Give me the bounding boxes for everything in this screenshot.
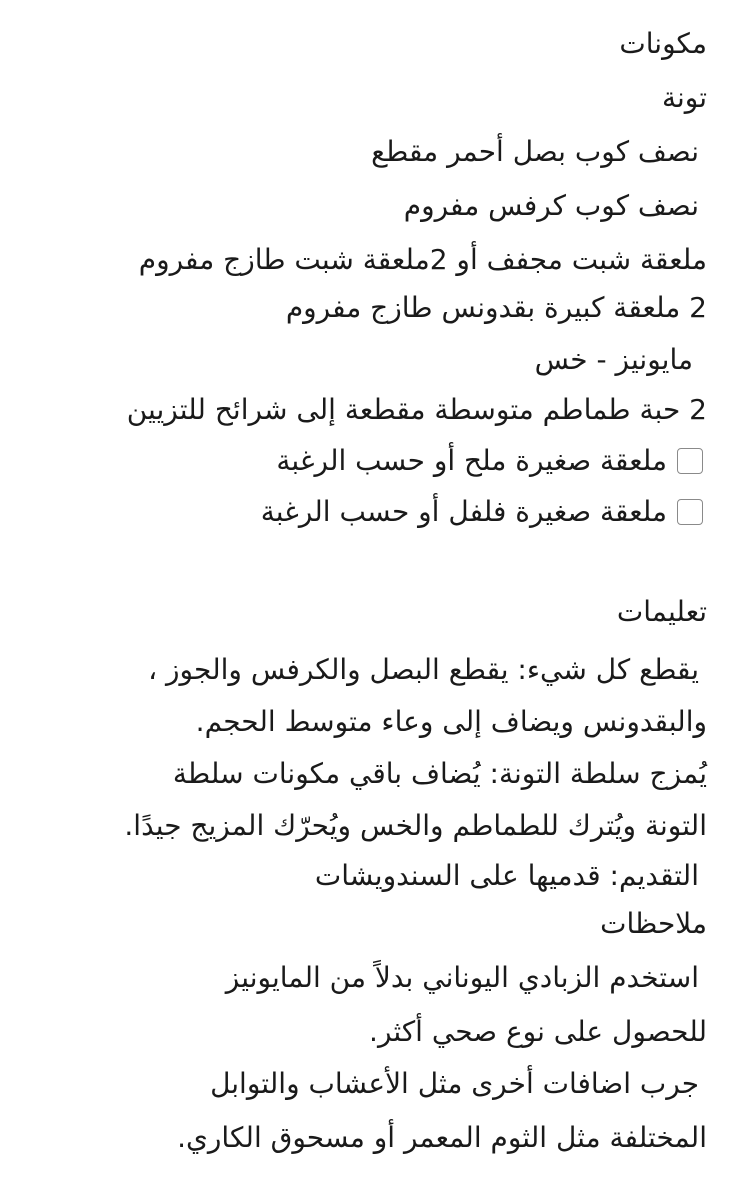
- instruction-line: يقطع كل شيء: يقطع البصل والكرفس والجوز ،: [148, 653, 699, 686]
- ingredients-heading: مكونات: [619, 27, 707, 60]
- ingredient-item: مايونيز - خس: [534, 343, 693, 376]
- instructions-heading: تعليمات: [616, 595, 707, 628]
- ingredient-item: نصف كوب بصل أحمر مقطع: [371, 135, 699, 168]
- checklist-item-salt[interactable]: [276, 441, 703, 481]
- note-line: المختلفة مثل الثوم المعمر أو مسحوق الكاري.: [177, 1121, 707, 1154]
- tuna-subheading: تونة: [661, 81, 707, 114]
- notes-heading: ملاحظات: [600, 907, 707, 940]
- note-line: للحصول على نوع صحي أكثر.: [369, 1015, 707, 1048]
- note-line: جرب اضافات أخرى مثل الأعشاب والتوابل: [210, 1067, 699, 1100]
- ingredient-item: 2 حبة طماطم متوسطة مقطعة إلى شرائح للتزيين: [126, 393, 707, 426]
- instruction-line: يُمزج سلطة التونة: يُضاف باقي مكونات سلطة: [172, 757, 707, 790]
- checklist-label: ملعقة صغيرة ملح أو حسب الرغبة: [276, 444, 667, 477]
- checklist-item-pepper[interactable]: [261, 492, 703, 532]
- ingredient-item: نصف كوب كرفس مفروم: [403, 189, 699, 222]
- checkbox[interactable]: [677, 448, 703, 474]
- checklist-label: ملعقة صغيرة فلفل أو حسب الرغبة: [260, 495, 667, 528]
- instruction-line: والبقدونس ويضاف إلى وعاء متوسط الحجم.: [195, 705, 707, 738]
- ingredient-item: ملعقة شبت مجفف أو 2ملعقة شبت طازج مفروم: [138, 243, 707, 276]
- ingredient-item: 2 ملعقة كبيرة بقدونس طازج مفروم: [285, 291, 707, 324]
- checkbox[interactable]: [677, 499, 703, 525]
- note-line: استخدم الزبادي اليوناني بدلاً من المايونيز: [225, 961, 699, 994]
- instruction-line: التونة ويُترك للطماطم والخس ويُحرّك المزيج جيدًا.: [124, 809, 707, 842]
- instruction-line: التقديم: قدميها على السندويشات: [314, 859, 699, 892]
